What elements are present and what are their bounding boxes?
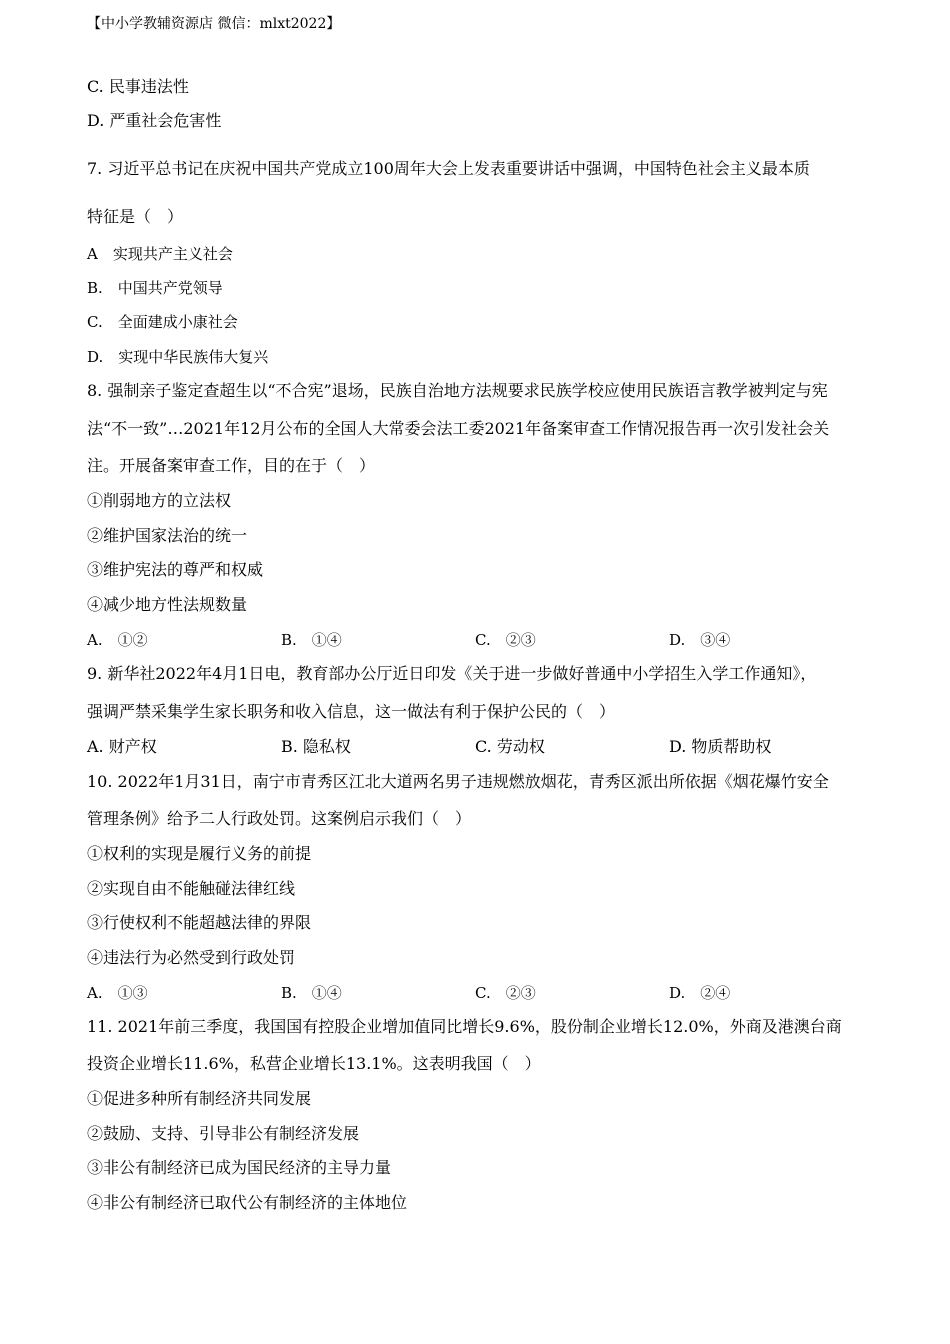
text-line: D. 实现中华民族伟大复兴 xyxy=(87,348,269,366)
answer-option: C. ②③ xyxy=(475,631,536,649)
text-line: ③非公有制经济已成为国民经济的主导力量 xyxy=(87,1158,392,1177)
text-line: ③维护宪法的尊严和权威 xyxy=(87,560,264,579)
text-line: ④减少地方性法规数量 xyxy=(87,595,248,614)
text-line: 管理条例》给予二人行政处罚。这案例启示我们（ ） xyxy=(87,809,472,828)
answer-option: D. ②④ xyxy=(669,984,731,1002)
text-line: A 实现共产主义社会 xyxy=(87,245,233,263)
text-line: 10. 2022年1月31日，南宁市青秀区江北大道两名男子违规燃放烟花，青秀区派出所依据《烟花爆竹安全 xyxy=(87,772,829,791)
text-line: ④违法行为必然受到行政处罚 xyxy=(87,948,296,967)
answer-option: B. ①④ xyxy=(281,631,342,649)
text-line: 7. 习近平总书记在庆祝中国共产党成立100周年大会上发表重要讲话中强调，中国特色社会主义最本质 xyxy=(87,159,810,178)
answer-option: C. ②③ xyxy=(475,984,536,1002)
page-header: 【中小学教辅资源店 微信：mlxt2022】 xyxy=(87,16,341,32)
answer-option: A. ①② xyxy=(87,631,148,649)
text-line: 投资企业增长11.6%，私营企业增长13.1%。这表明我国（ ） xyxy=(87,1054,541,1073)
answer-option: A. 财产权 xyxy=(87,737,157,756)
text-line: ③行使权利不能超越法律的界限 xyxy=(87,913,312,932)
text-line: C. 民事违法性 xyxy=(87,77,189,96)
text-line: 11. 2021年前三季度，我国国有控股企业增加值同比增长9.6%，股份制企业增长12.0%，外商及港澳台商 xyxy=(87,1017,842,1036)
text-line: ④非公有制经济已取代公有制经济的主体地位 xyxy=(87,1193,408,1212)
text-line: ①削弱地方的立法权 xyxy=(87,491,232,510)
text-line: ②实现自由不能触碰法律红线 xyxy=(87,879,296,898)
text-line: 注。开展备案审查工作，目的在于（ ） xyxy=(87,456,376,475)
answer-option: C. 劳动权 xyxy=(475,737,545,756)
text-line: 特征是（ ） xyxy=(87,207,184,226)
text-line: ②鼓励、支持、引导非公有制经济发展 xyxy=(87,1124,360,1143)
text-line: ①促进多种所有制经济共同发展 xyxy=(87,1089,312,1108)
text-line: C. 全面建成小康社会 xyxy=(87,313,238,331)
text-line: 9. 新华社2022年4月1日电，教育部办公厅近日印发《关于进一步做好普通中小学招生入学工作通知》， xyxy=(87,664,817,683)
answer-option: D. 物质帮助权 xyxy=(669,737,772,756)
text-line: 法“不一致”…2021年12月公布的全国人大常委会法工委2021年备案审查工作情况报告再一次引发社会关 xyxy=(87,419,830,438)
text-line: ②维护国家法治的统一 xyxy=(87,526,248,545)
text-line: ①权利的实现是履行义务的前提 xyxy=(87,844,312,863)
answer-option: B. 隐私权 xyxy=(281,737,351,756)
text-line: 强调严禁采集学生家长职务和收入信息，这一做法有利于保护公民的（ ） xyxy=(87,702,616,721)
answer-option: A. ①③ xyxy=(87,984,148,1002)
text-line: D. 严重社会危害性 xyxy=(87,111,222,130)
answer-option: B. ①④ xyxy=(281,984,342,1002)
answer-option: D. ③④ xyxy=(669,631,731,649)
text-line: 8. 强制亲子鉴定查超生以“不合宪”退场，民族自治地方法规要求民族学校应使用民族语言教学被判定与宪 xyxy=(87,381,828,400)
text-line: B. 中国共产党领导 xyxy=(87,279,223,297)
